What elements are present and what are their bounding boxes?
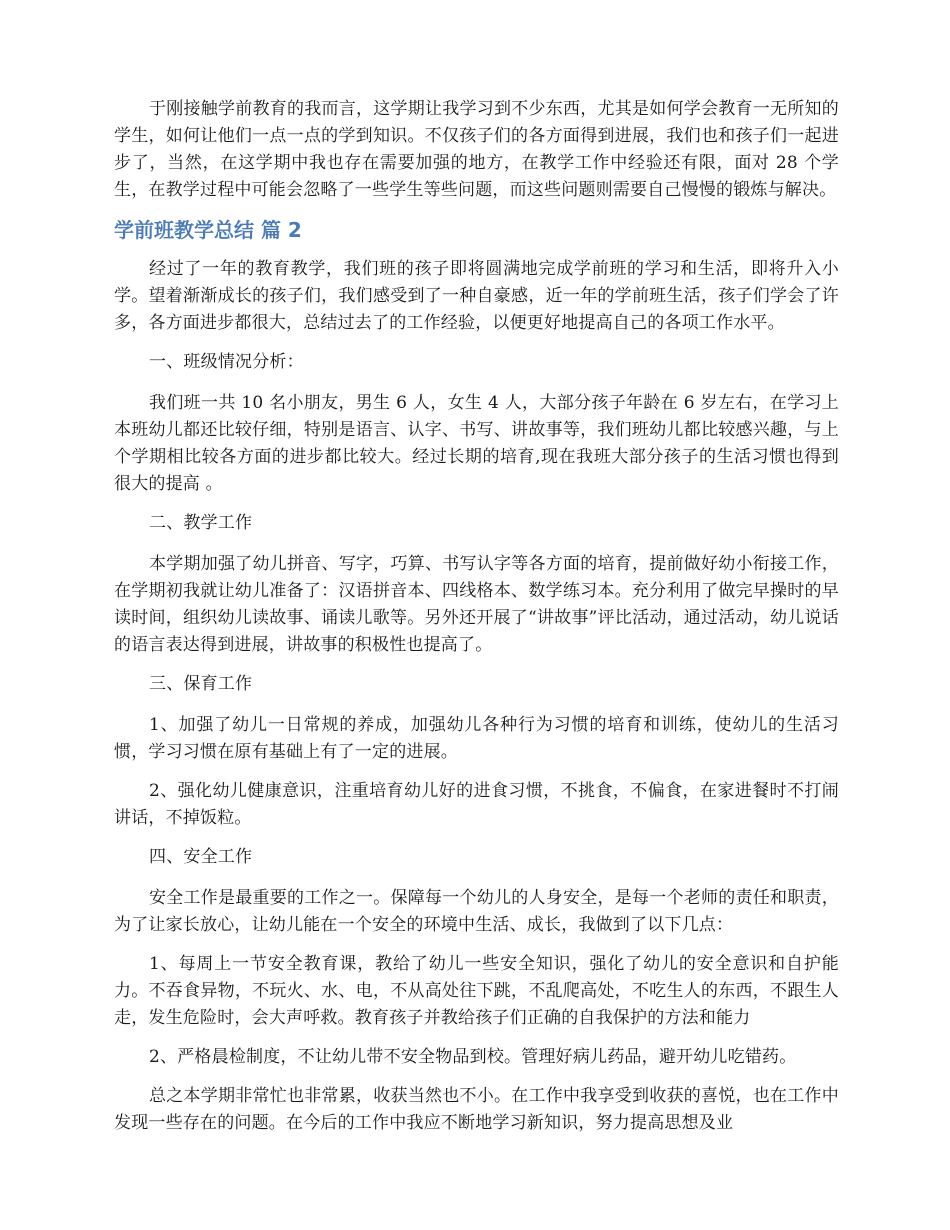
paragraph-overview: 经过了一年的教育教学，我们班的孩子即将圆满地完成学前班的学习和生活，即将升入小学。望着渐渐成长的孩子们，我们感受到了一种自豪感，近一年的学前班生活，孩子们学会了许多，各方面进步都很大，总结过去了的工作经验，以便更好地提高自己的各项工作水平。 bbox=[114, 259, 839, 333]
subheading-teaching-work: 二、教学工作 bbox=[149, 513, 253, 533]
paragraph-safety-intro: 安全工作是最重要的工作之一。保障每一个幼儿的人身安全，是每一个老师的责任和职责，为了让家长放心，让幼儿能在一个安全的环境中生活、成长，我做到了以下几点： bbox=[114, 888, 839, 935]
subheading-class-analysis: 一、班级情况分析： bbox=[149, 352, 304, 372]
section-heading: 学前班教学总结 篇 2 bbox=[114, 218, 302, 242]
intro-paragraph: 于刚接触学前教育的我而言，这学期让我学习到不少东西，尤其是如何学会教育一无所知的学生，如何让他们一点一点的学到知识。不仅孩子们的各方面得到进展，我们也和孩子们一起进步了，当然，在这学期中我也存在需要加强的地方，在教学工作中经验还有限，面对 28 个学生，在教学过程中可能会忽略了一些学生等些问题，而这些问题则需要自己慢慢的锻炼与解决。 bbox=[114, 99, 839, 200]
paragraph-teaching-work: 本学期加强了幼儿拼音、写字，巧算、书写认字等各方面的培育，提前做好幼小衔接工作，在学期初我就让幼儿准备了：汉语拼音本、四线格本、数学练习本。充分利用了做完早操时的早读时间，组织幼儿读故事、诵读儿歌等。另外还开展了“讲故事”评比活动，通过活动，幼儿说话的语言表达得到进展，讲故事的积极性也提高了。 bbox=[114, 554, 839, 655]
document-page bbox=[114, 96, 839, 1149]
paragraph-safety-item-2: 2、严格晨检制度，不让幼儿带不安全物品到校。管理好病儿药品，避开幼儿吃错药。 bbox=[149, 1047, 797, 1067]
paragraph-care-item-1: 1、加强了幼儿一日常规的养成，加强幼儿各种行为习惯的培育和训练，使幼儿的生活习惯，学习习惯在原有基础上有了一定的进展。 bbox=[114, 715, 839, 762]
paragraph-safety-item-1: 1、每周上一节安全教育课，教给了幼儿一些安全知识，强化了幼儿的安全意识和自护能力。不吞食异物，不玩火、水、电，不从高处往下跳，不乱爬高处，不吃生人的东西，不跟生人走，发生危险时，会大声呼救。教育孩子并教给孩子们正确的自我保护的方法和能力 bbox=[114, 954, 839, 1028]
subheading-care-work: 三、保育工作 bbox=[149, 674, 253, 694]
paragraph-conclusion: 总之本学期非常忙也非常累，收获当然也不小。在工作中我享受到收获的喜悦，也在工作中发现一些存在的问题。在今后的工作中我应不断地学习新知识，努力提高思想及业 bbox=[114, 1086, 839, 1133]
paragraph-class-analysis: 我们班一共 10 名小朋友，男生 6 人，女生 4 人，大部分孩子年龄在 6 岁左右，在学习上本班幼儿都还比较仔细，特别是语言、认字、书写、讲故事等，我们班幼儿都比较感兴趣，与上个学期相比较各方面的进步都比较大。经过长期的培育,现在我班大部分孩子的生活习惯也得到很大的提高 。 bbox=[114, 393, 839, 494]
paragraph-care-item-2: 2、强化幼儿健康意识，注重培育幼儿好的进食习惯，不挑食，不偏食，在家进餐时不打闹讲话，不掉饭粒。 bbox=[114, 781, 839, 828]
subheading-safety-work: 四、安全工作 bbox=[149, 847, 253, 867]
